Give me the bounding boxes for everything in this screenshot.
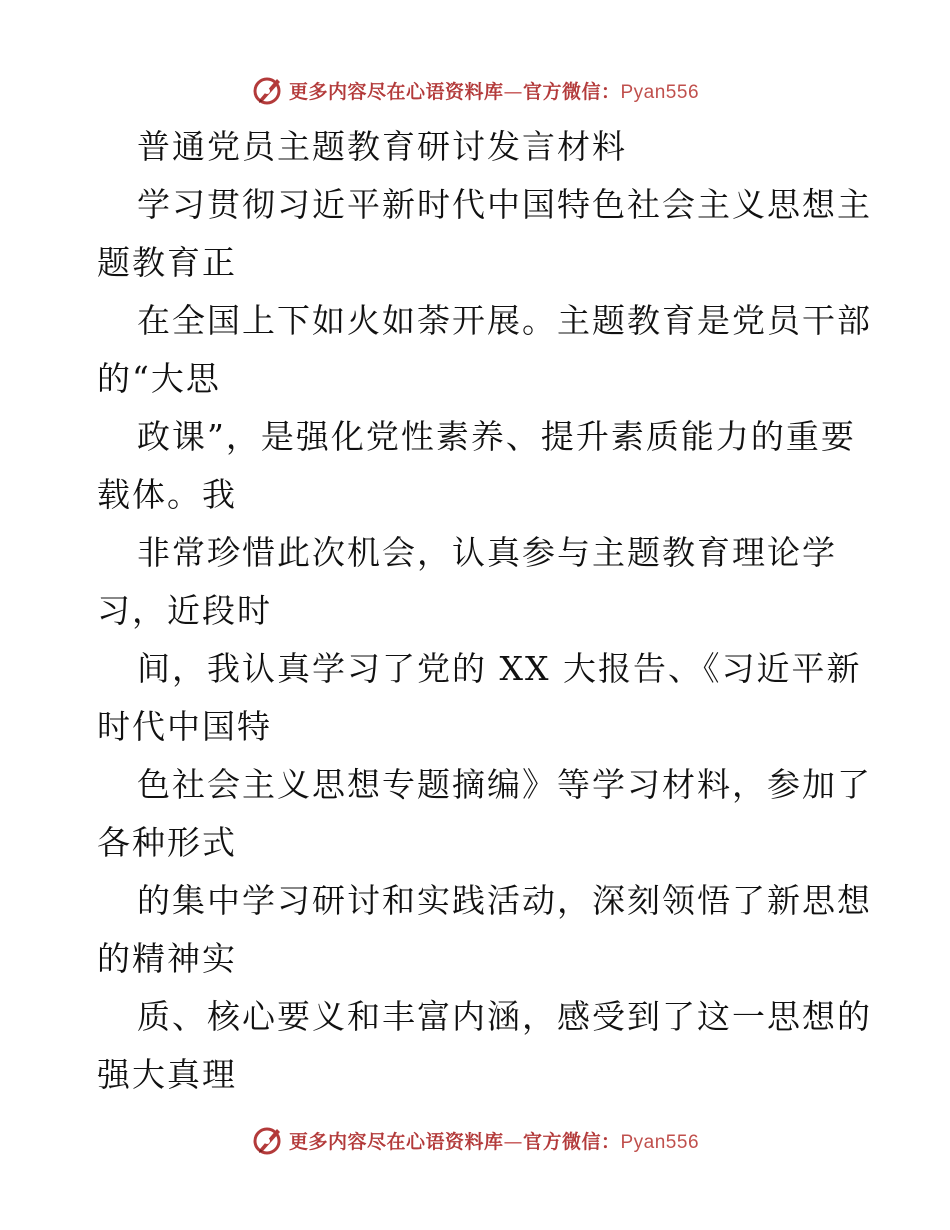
doc-line: 强大真理 xyxy=(97,1055,237,1094)
footer-wechat-label: 官方微信： xyxy=(522,1130,621,1153)
footer-banner xyxy=(0,1120,950,1160)
footer-site-name: 更多内容尽在心语资料库 xyxy=(288,1130,504,1153)
doc-line: 各种形式 xyxy=(97,823,237,862)
doc-line: 质、核心要义和丰富内涵，感受到了这一思想的 xyxy=(137,997,872,1036)
doc-line: 习，近段时 xyxy=(97,591,272,630)
doc-line: 在全国上下如火如荼开展。主题教育是党员干部 xyxy=(137,301,872,340)
doc-line: 时代中国特 xyxy=(97,707,272,746)
document-body xyxy=(97,118,872,1104)
footer-wechat-id: Pyan556 xyxy=(620,1131,700,1153)
quill-pen-logo-icon xyxy=(251,1123,285,1157)
doc-line: 间，我认真学习了党的 XX 大报告、《习近平新 xyxy=(137,649,862,688)
header-banner-text xyxy=(289,77,699,104)
header-site-name: 更多内容尽在心语资料库 xyxy=(288,80,504,103)
doc-line: 的精神实 xyxy=(97,939,237,978)
doc-line: 的“大思 xyxy=(97,359,221,398)
doc-line: 的集中学习研讨和实践活动，深刻领悟了新思想 xyxy=(137,881,872,920)
header-wechat-id: Pyan556 xyxy=(620,81,700,103)
doc-line: 非常珍惜此次机会，认真参与主题教育理论学 xyxy=(137,533,837,572)
header-separator: — xyxy=(503,80,523,103)
doc-line: 普通党员主题教育研讨发言材料 xyxy=(137,127,627,166)
doc-line: 学习贯彻习近平新时代中国特色社会主义思想主 xyxy=(137,185,872,224)
doc-line: 载体。我 xyxy=(97,475,237,514)
doc-line: 政课”，是强化党性素养、提升素质能力的重要 xyxy=(137,417,856,456)
footer-separator: — xyxy=(503,1130,523,1153)
header-wechat-label: 官方微信： xyxy=(522,80,621,103)
footer-banner-text xyxy=(289,1127,699,1154)
doc-line: 色社会主义思想专题摘编》等学习材料，参加了 xyxy=(137,765,872,804)
quill-pen-logo-icon xyxy=(251,73,285,107)
doc-line: 题教育正 xyxy=(97,243,237,282)
header-banner xyxy=(0,70,950,110)
